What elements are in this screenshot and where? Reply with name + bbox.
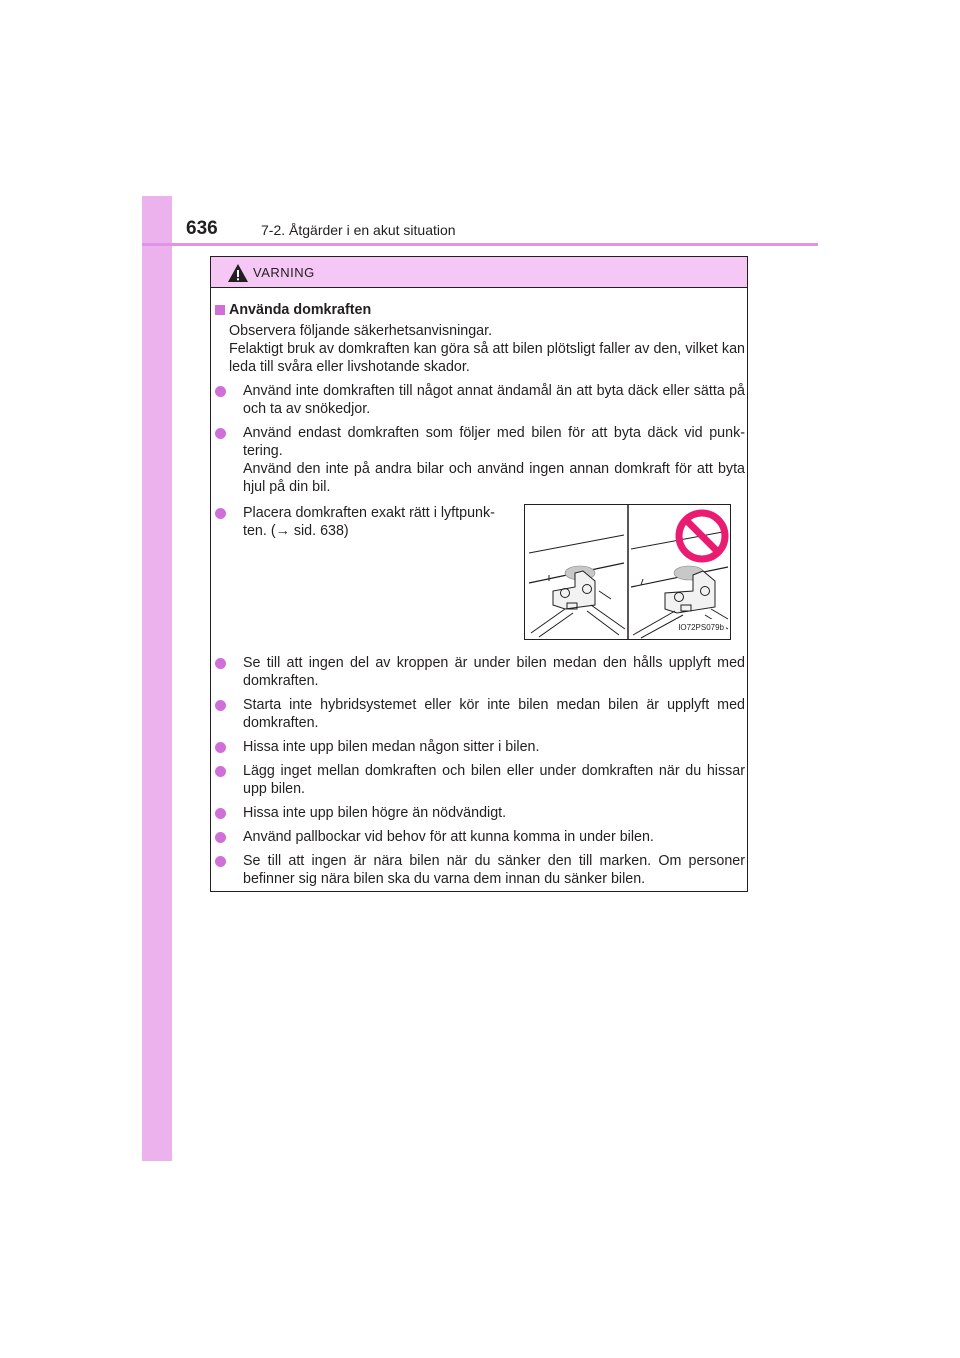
warning-title: VARNING <box>253 265 315 280</box>
bullet-icon <box>215 508 226 519</box>
intro-line-2: Felaktigt bruk av domkraften kan göra så att bilen plötsligt faller av den, vilket kan leda till svåra eller livshotande skador. <box>229 341 745 375</box>
list-item <box>215 852 745 888</box>
list-item <box>215 762 745 798</box>
list-item-text: Se till att ingen är nära bilen när du sänker den till marken. Om personer befinner sig nära bilen ska du varna dem innan du sänker bilen. <box>243 853 745 887</box>
list-item <box>215 738 745 756</box>
page-number: 636 <box>186 218 218 239</box>
bullet-icon <box>215 428 226 439</box>
list-item-continuation: Använd den inte på andra bilar och använd ingen annan domkraft för att byta hjul på din bil. <box>243 461 745 495</box>
bullet-icon <box>215 700 226 711</box>
list-item <box>215 828 745 846</box>
list-item <box>215 424 745 496</box>
intro-line-1: Observera följande säkerhetsanvisningar. <box>229 323 493 339</box>
list-item-text: Hissa inte upp bilen medan någon sitter i bilen. <box>243 739 540 755</box>
illustration-code: IO72PS079b <box>676 619 726 637</box>
side-band <box>142 196 172 1161</box>
list-item <box>215 804 745 822</box>
bullet-icon <box>215 386 226 397</box>
bullet-icon <box>215 832 226 843</box>
list-item-text: Se till att ingen del av kroppen är under bilen medan den hålls upplyft med domkraften. <box>243 655 745 689</box>
list-item-text: Använd pallbockar vid behov för att kunna komma in under bilen. <box>243 829 654 845</box>
bullet-icon <box>215 742 226 753</box>
section-title: 7-2. Åtgärder i en akut situation <box>261 222 456 238</box>
warning-triangle-icon <box>227 263 249 283</box>
list-item-text: Starta inte hybridsystemet eller kör inte bilen medan bilen är upplyft med domkraften. <box>243 697 745 731</box>
list-item <box>215 504 505 540</box>
bullet-icon <box>215 766 226 777</box>
list-item <box>215 654 745 690</box>
header-rule <box>142 243 818 246</box>
jack-correct-position <box>529 535 625 637</box>
list-item-text: Hissa inte upp bilen högre än nödvändigt. <box>243 805 507 821</box>
list-item-text: Använd inte domkraften till något annat ändamål än att byta däck eller sätta på och ta av snökedjor. <box>243 383 745 417</box>
list-item-text: Placera domkraften exakt rätt i lyftpunkten. (→ sid. 638) <box>243 505 495 539</box>
warning-heading: Använda domkraften <box>229 302 372 318</box>
bullet-icon <box>215 658 226 669</box>
bullet-icon <box>215 808 226 819</box>
warning-header <box>211 257 747 288</box>
list-item <box>215 696 745 732</box>
list-item-text: Använd endast domkraften som följer med bilen för att byta däck vid punktering. <box>243 425 745 459</box>
square-bullet-icon <box>215 305 225 315</box>
list-item <box>215 382 745 418</box>
list-item-text: Lägg inget mellan domkraften och bilen eller under domkraften när du hissar upp bilen. <box>243 763 745 797</box>
warning-box <box>210 256 748 892</box>
bullet-icon <box>215 856 226 867</box>
jack-placement-illustration <box>524 504 731 640</box>
prohibition-icon <box>679 513 725 559</box>
